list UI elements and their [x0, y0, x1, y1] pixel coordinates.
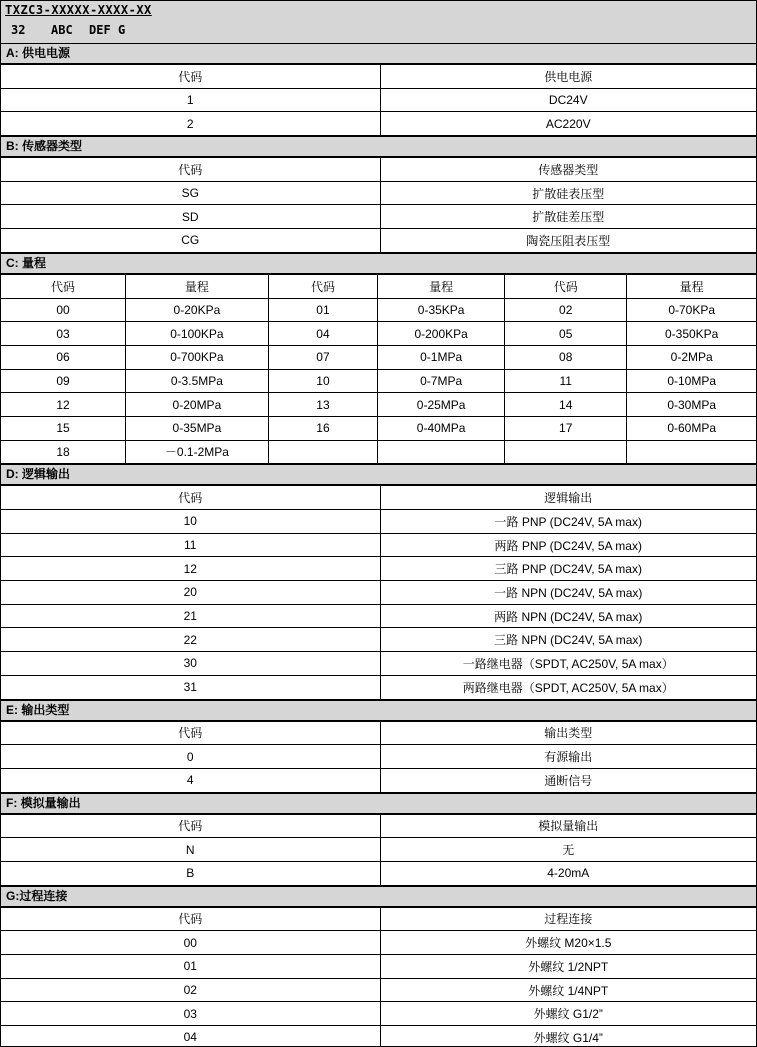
- table-row: [1, 675, 756, 699]
- table-row: [1, 205, 756, 229]
- table-row: [1, 181, 756, 205]
- code-position-abc: ABC: [51, 23, 73, 37]
- table-cell: 02: [1, 978, 380, 1002]
- table-cell: 一路 NPN (DC24V, 5A max): [380, 581, 756, 605]
- table-row: [1, 931, 756, 955]
- table-cell: 通断信号: [380, 768, 756, 792]
- table-cell: 扩散硅表压型: [380, 181, 756, 205]
- table-cell: 0-30MPa: [627, 393, 756, 417]
- column-header: 代码: [1, 274, 126, 298]
- table-cell: [627, 440, 756, 464]
- column-header: 逻辑输出: [380, 486, 756, 510]
- section-table: [1, 157, 756, 253]
- table-cell: 04: [1, 1026, 380, 1047]
- table-cell: 17: [505, 416, 627, 440]
- table-cell: 0-60MPa: [627, 416, 756, 440]
- table-cell: 4: [1, 768, 380, 792]
- table-row: [1, 838, 756, 862]
- sections: [1, 43, 756, 1047]
- code-position-g: G: [118, 23, 126, 37]
- table-row: [1, 322, 756, 346]
- table-cell: 21: [1, 604, 380, 628]
- column-header: 量程: [126, 274, 269, 298]
- table-cell: 01: [268, 298, 377, 322]
- section-title: D: 逻辑输出: [1, 464, 756, 485]
- section-B: [1, 136, 756, 253]
- table-cell: 04: [268, 322, 377, 346]
- table-cell: 0-35KPa: [378, 298, 505, 322]
- table-cell: 0-40MPa: [378, 416, 505, 440]
- table-cell: 00: [1, 298, 126, 322]
- table-cell: 08: [505, 345, 627, 369]
- table-cell: 0-70KPa: [627, 298, 756, 322]
- section-title: B: 传感器类型: [1, 136, 756, 157]
- column-header: 代码: [1, 721, 380, 745]
- code-position-prefix: 32: [11, 23, 26, 37]
- column-header: 模拟量输出: [380, 814, 756, 838]
- table-header-row: [1, 65, 756, 89]
- column-header: 过程连接: [380, 907, 756, 931]
- table-cell: 0-35MPa: [126, 416, 269, 440]
- section-table: [1, 274, 756, 465]
- section-table: [1, 64, 756, 136]
- table-row: [1, 112, 756, 136]
- table-cell: 0-3.5MPa: [126, 369, 269, 393]
- section-E: [1, 700, 756, 793]
- table-cell: 12: [1, 393, 126, 417]
- section-title: C: 量程: [1, 253, 756, 274]
- table-cell: 16: [268, 416, 377, 440]
- table-cell: 03: [1, 322, 126, 346]
- table-header-row: [1, 486, 756, 510]
- section-D: [1, 464, 756, 699]
- table-cell: 外螺纹 1/4NPT: [380, 978, 756, 1002]
- section-table: [1, 485, 756, 699]
- table-row: [1, 557, 756, 581]
- table-cell: 15: [1, 416, 126, 440]
- order-code-header: [1, 1, 756, 43]
- table-row: [1, 861, 756, 885]
- table-cell: 一路继电器（SPDT, AC250V, 5A max）: [380, 652, 756, 676]
- table-cell: 11: [505, 369, 627, 393]
- section-G: [1, 886, 756, 1047]
- table-cell: CG: [1, 229, 380, 253]
- table-cell: 10: [268, 369, 377, 393]
- table-cell: [268, 440, 377, 464]
- table-cell: 09: [1, 369, 126, 393]
- table-row: [1, 533, 756, 557]
- table-cell: 0-20MPa: [126, 393, 269, 417]
- table-header-row: [1, 274, 756, 298]
- table-row: [1, 298, 756, 322]
- column-header: 代码: [1, 814, 380, 838]
- table-cell: N: [1, 838, 380, 862]
- table-row: [1, 1002, 756, 1026]
- table-cell: DC24V: [380, 88, 756, 112]
- table-cell: 00: [1, 931, 380, 955]
- table-cell: 14: [505, 393, 627, 417]
- table-row: [1, 440, 756, 464]
- table-cell: 三路 PNP (DC24V, 5A max): [380, 557, 756, 581]
- table-cell: 0-100KPa: [126, 322, 269, 346]
- column-header: 代码: [1, 65, 380, 89]
- table-cell: 12: [1, 557, 380, 581]
- table-row: [1, 393, 756, 417]
- table-cell: 0-200KPa: [378, 322, 505, 346]
- table-cell: 陶瓷压阻表压型: [380, 229, 756, 253]
- table-cell: 06: [1, 345, 126, 369]
- column-header: 量程: [627, 274, 756, 298]
- table-row: [1, 978, 756, 1002]
- table-row: [1, 416, 756, 440]
- table-cell: 31: [1, 675, 380, 699]
- table-cell: 0-350KPa: [627, 322, 756, 346]
- table-cell: 0-700KPa: [126, 345, 269, 369]
- table-row: [1, 628, 756, 652]
- column-header: 代码: [1, 158, 380, 182]
- table-row: [1, 604, 756, 628]
- table-header-row: [1, 721, 756, 745]
- table-cell: 18: [1, 440, 126, 464]
- table-cell: 30: [1, 652, 380, 676]
- table-row: [1, 510, 756, 534]
- table-cell: [378, 440, 505, 464]
- column-header: 代码: [505, 274, 627, 298]
- table-cell: 4-20mA: [380, 861, 756, 885]
- table-cell: 有源输出: [380, 745, 756, 769]
- table-header-row: [1, 907, 756, 931]
- table-cell: AC220V: [380, 112, 756, 136]
- table-cell: 07: [268, 345, 377, 369]
- table-row: [1, 768, 756, 792]
- table-cell: 外螺纹 G1/2”: [380, 1002, 756, 1026]
- table-cell: 02: [505, 298, 627, 322]
- table-row: [1, 652, 756, 676]
- table-cell: 扩散硅差压型: [380, 205, 756, 229]
- table-cell: B: [1, 861, 380, 885]
- table-cell: 22: [1, 628, 380, 652]
- table-cell: 03: [1, 1002, 380, 1026]
- table-cell: 0-1MPa: [378, 345, 505, 369]
- table-cell: 05: [505, 322, 627, 346]
- table-row: [1, 955, 756, 979]
- table-cell: 两路 NPN (DC24V, 5A max): [380, 604, 756, 628]
- table-cell: 10: [1, 510, 380, 534]
- table-row: [1, 745, 756, 769]
- table-cell: 0-7MPa: [378, 369, 505, 393]
- table-row: [1, 1026, 756, 1047]
- table-row: [1, 369, 756, 393]
- code-position-labels: [1, 23, 756, 41]
- column-header: 代码: [1, 907, 380, 931]
- table-cell: 2: [1, 112, 380, 136]
- table-cell: 13: [268, 393, 377, 417]
- table-cell: 01: [1, 955, 380, 979]
- column-header: 代码: [268, 274, 377, 298]
- table-cell: 无: [380, 838, 756, 862]
- table-cell: 20: [1, 581, 380, 605]
- table-cell: 一路 PNP (DC24V, 5A max): [380, 510, 756, 534]
- table-row: [1, 581, 756, 605]
- section-table: [1, 721, 756, 793]
- table-cell: SG: [1, 181, 380, 205]
- section-table: [1, 814, 756, 886]
- table-cell: 外螺纹 M20×1.5: [380, 931, 756, 955]
- table-cell: 0: [1, 745, 380, 769]
- section-F: [1, 793, 756, 886]
- column-header: 传感器类型: [380, 158, 756, 182]
- table-cell: 0-25MPa: [378, 393, 505, 417]
- table-cell: 0-20KPa: [126, 298, 269, 322]
- column-header: 输出类型: [380, 721, 756, 745]
- table-header-row: [1, 158, 756, 182]
- code-position-def: DEF: [89, 23, 111, 37]
- table-cell: 1: [1, 88, 380, 112]
- table-cell: 两路继电器（SPDT, AC250V, 5A max）: [380, 675, 756, 699]
- table-row: [1, 88, 756, 112]
- model-code: TXZC3-XXXXX-XXXX-XX: [5, 3, 152, 17]
- table-row: [1, 345, 756, 369]
- table-cell: 外螺纹 1/2NPT: [380, 955, 756, 979]
- table-cell: 11: [1, 533, 380, 557]
- table-cell: SD: [1, 205, 380, 229]
- column-header: 供电电源: [380, 65, 756, 89]
- column-header: 代码: [1, 486, 380, 510]
- column-header: 量程: [378, 274, 505, 298]
- table-cell: 0-10MPa: [627, 369, 756, 393]
- section-table: [1, 907, 756, 1047]
- section-C: [1, 253, 756, 465]
- table-row: [1, 229, 756, 253]
- section-title: A: 供电电源: [1, 43, 756, 64]
- table-header-row: [1, 814, 756, 838]
- section-A: [1, 43, 756, 136]
- table-cell: 外螺纹 G1/4”: [380, 1026, 756, 1047]
- section-title: E: 输出类型: [1, 700, 756, 721]
- section-title: G:过程连接: [1, 886, 756, 907]
- table-cell: [505, 440, 627, 464]
- table-cell: 两路 PNP (DC24V, 5A max): [380, 533, 756, 557]
- section-title: F: 模拟量输出: [1, 793, 756, 814]
- table-cell: 三路 NPN (DC24V, 5A max): [380, 628, 756, 652]
- table-cell: －0.1-2MPa: [126, 440, 269, 464]
- table-cell: 0-2MPa: [627, 345, 756, 369]
